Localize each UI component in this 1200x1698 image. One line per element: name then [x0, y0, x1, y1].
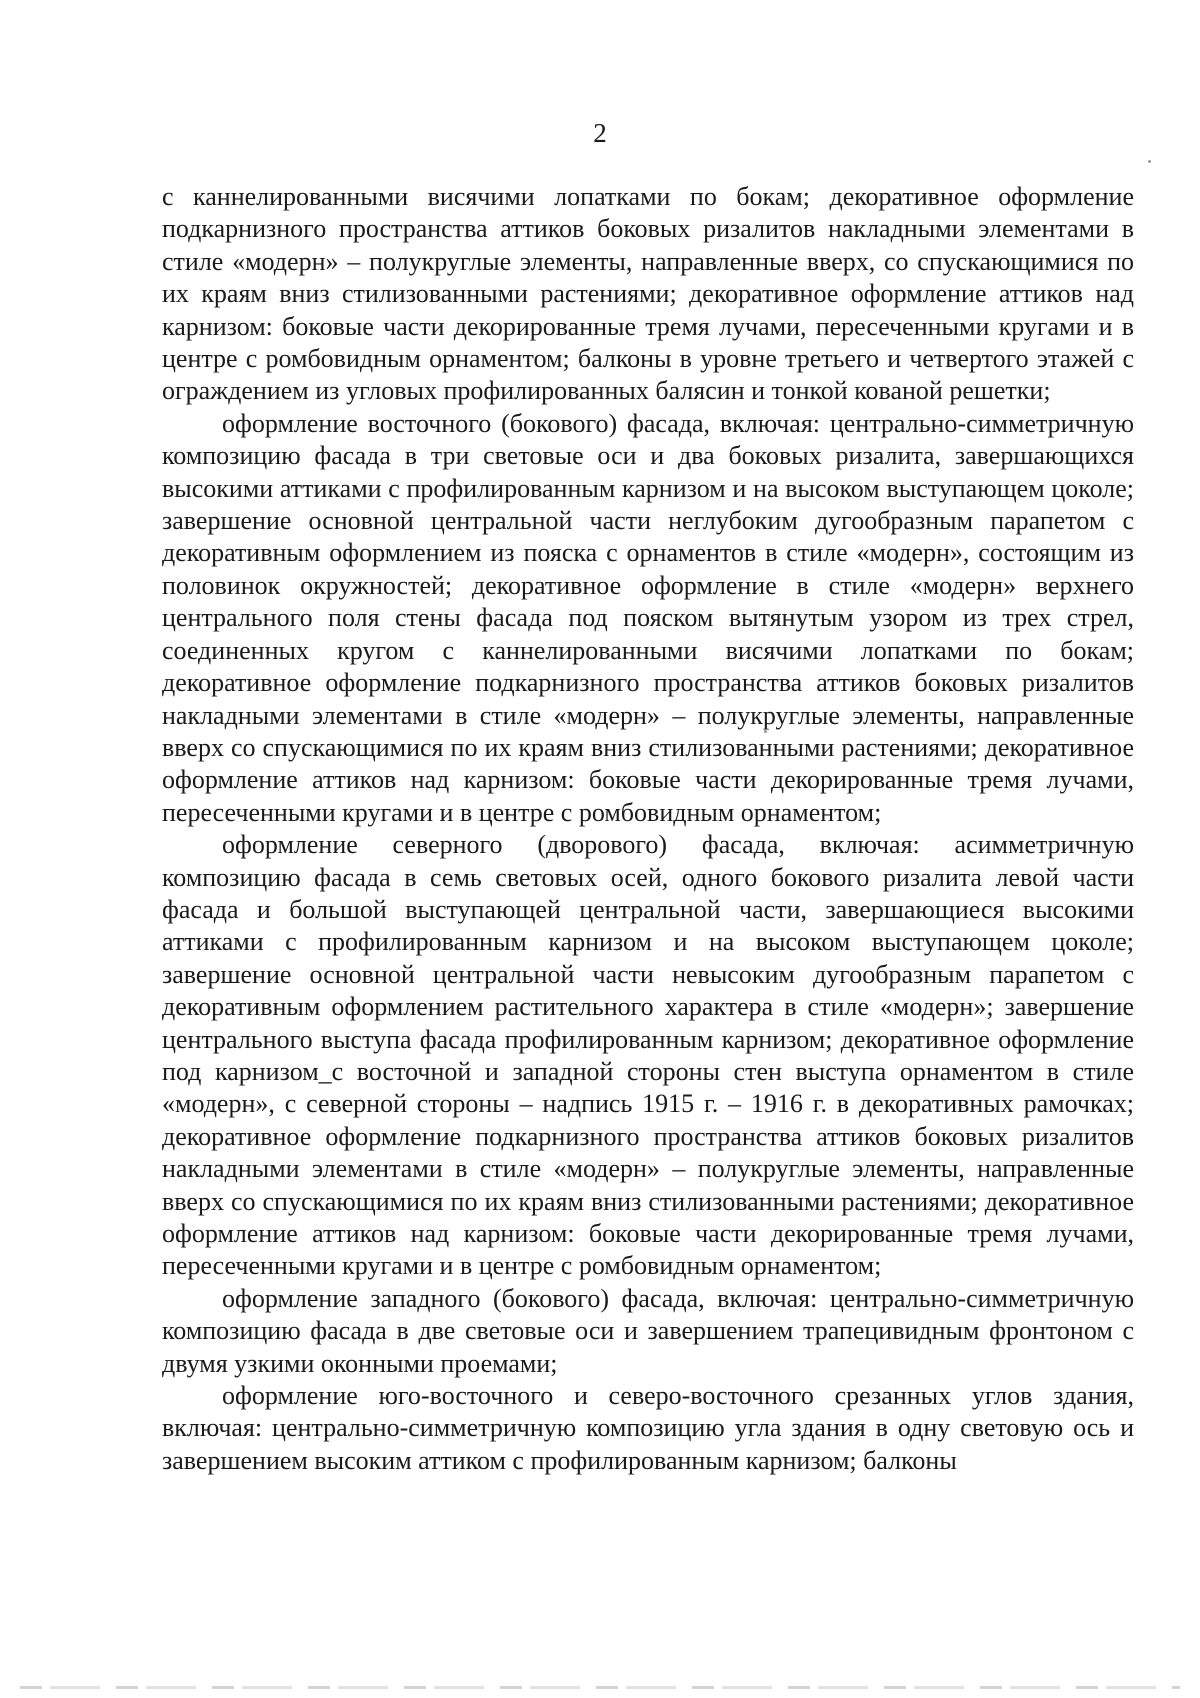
paragraph-4: оформление западного (бокового) фасада, включая: центрально-симметричную композицию фасада в две световые оси и завершением трапецивидным фронтоном с двумя узкими оконными проемами;	[162, 1283, 1134, 1378]
paragraph-5: оформление юго-восточного и северо-восточного срезанных углов здания, включая: центрально-симметричную композицию угла здания в одну световую ось и завершением высоким аттиком с профилированным карнизом; балконы	[162, 1381, 1134, 1475]
document-body	[162, 181, 1134, 1477]
scan-edge-noise	[20, 1686, 1180, 1689]
paragraph-3: оформление северного (дворового) фасада, включая: асимметричную композицию фасада в семь световых осей, одного бокового ризалита левой части фасада и большой выступающей центральной части, завершающиеся высокими аттиками с профилированным карнизом и на высоком выступающем цоколе; завершение основной центральной части невысоким дугообразным парапетом с декоративным оформлением растительного характера в стиле «модерн»; завершение центрального выступа фасада профилированным карнизом; декоративное оформление под карнизом_с восточной и западной стороны стен выступа орнаментом в стиле «модерн», с северной стороны – надпись 1915 г. – 1916 г. в декоративных рамочках; декоративное оформление подкарнизного пространства аттиков боковых ризалитов накладными элементами в стиле «модерн» – полукруглые элементы, направленные вверх со спускающимися по их краям вниз стилизованными растениями; декоративное оформление аттиков над карнизом: боковые части декорированные тремя лучами, пересеченными кругами и в центре с ромбовидным орнаментом;	[162, 830, 1134, 1281]
scan-speck	[1148, 160, 1151, 163]
paragraph-1: с каннелированными висячими лопатками по бокам; декоративное оформление подкарнизного пространства аттиков боковых ризалитов накладными элементами в стиле «модерн» – полукруглые элементы, направленные вверх, со спускающимися по их краям вниз стилизованными растениями; декоративное оформление аттиков над карнизом: боковые части декорированные тремя лучами, пересеченными кругами и в центре с ромбовидным орнаментом; балконы в уровне третьего и четвертого этажей с ограждением из угловых профилированных балясин и тонкой кованой решетки;	[162, 182, 1134, 406]
scan-speck	[764, 730, 767, 733]
paragraph-2: оформление восточного (бокового) фасада, включая: центрально-симметричную композицию фасада в три световые оси и два боковых ризалита, завершающихся высокими аттиками с профилированным карнизом и на высоком выступающем цоколе; завершение основной центральной части неглубоким дугообразным парапетом с декоративным оформлением из пояска с орнаментов в стиле «модерн», состоящим из половинок окружностей; декоративное оформление в стиле «модерн» верхнего центрального поля стены фасада под пояском вытянутым узором из трех стрел, соединенных кругом с каннелированными висячими лопатками по бокам; декоративное оформление подкарнизного пространства аттиков боковых ризалитов накладными элементами в стиле «модерн» – полукруглые элементы, направленные вверх со спускающимися по их краям вниз стилизованными растениями; декоративное оформление аттиков над карнизом: боковые части декорированные тремя лучами, пересеченными кругами и в центре с ромбовидным орнаментом;	[162, 408, 1134, 827]
page-number: 2	[593, 118, 607, 148]
